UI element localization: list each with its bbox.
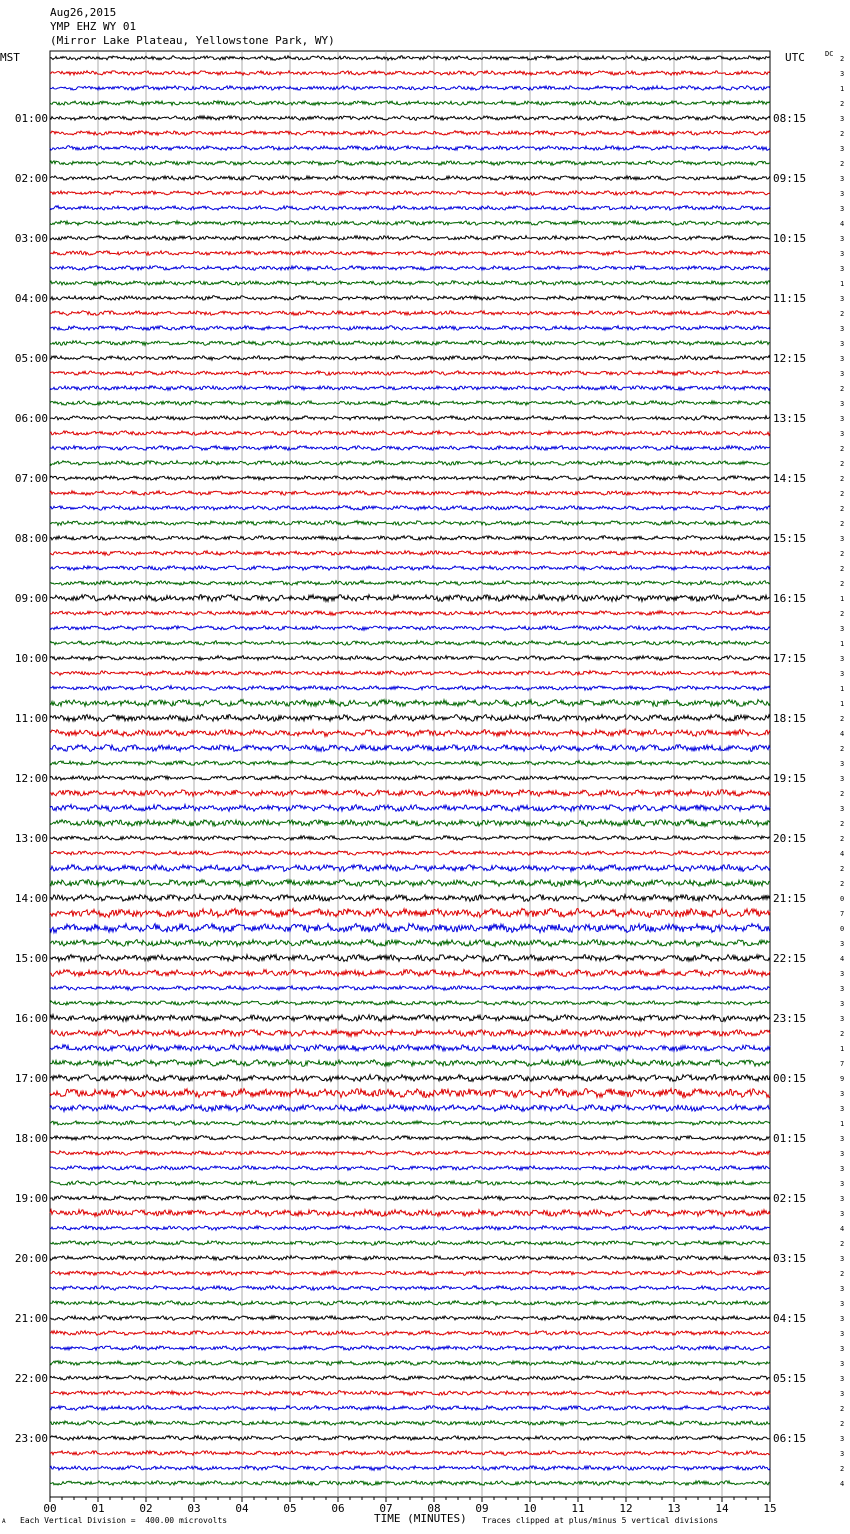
dc-offset-label: 2 — [840, 1405, 845, 1413]
left-hour-label: 10:00 — [14, 652, 48, 665]
dc-offset-label: 3 — [840, 430, 845, 438]
seismic-trace — [50, 206, 770, 210]
seismic-trace — [50, 851, 770, 856]
dc-offset-label: 3 — [840, 625, 845, 633]
seismic-trace — [50, 191, 770, 196]
x-tick-label: 04 — [235, 1502, 249, 1515]
seismic-trace — [50, 1060, 770, 1067]
right-hour-label: 13:15 — [773, 412, 807, 425]
seismic-trace — [50, 1089, 770, 1098]
seismic-trace — [50, 221, 770, 226]
x-tick-label: 07 — [379, 1502, 393, 1515]
left-hour-label: 03:00 — [14, 232, 48, 245]
right-timezone-label: UTC — [785, 51, 805, 64]
dc-offset-label: 3 — [840, 535, 845, 543]
dc-offset-label: 2 — [840, 550, 845, 558]
dc-offset-label: 3 — [840, 265, 845, 273]
seismic-trace — [50, 865, 770, 872]
dc-offset-label: 4 — [840, 220, 845, 228]
dc-offset-label: 3 — [840, 1375, 845, 1383]
seismic-trace — [50, 86, 770, 90]
seismic-trace — [50, 656, 770, 661]
seismic-trace — [50, 476, 770, 481]
seismic-trace — [50, 924, 770, 933]
dc-offset-label: 1 — [840, 280, 845, 288]
dc-offset-label: 3 — [840, 295, 845, 303]
dc-offset-label: 2 — [840, 1465, 845, 1473]
seismic-trace — [50, 715, 770, 722]
dc-offset-label: 3 — [840, 355, 845, 363]
right-hour-label: 08:15 — [773, 112, 807, 125]
seismic-trace — [50, 1466, 770, 1471]
right-hour-label: 05:15 — [773, 1372, 807, 1385]
right-hour-label: 00:15 — [773, 1072, 807, 1085]
dc-offset-label: 2 — [840, 55, 845, 63]
dc-offset-label: 1 — [840, 1045, 845, 1053]
dc-offset-label: 7 — [840, 910, 845, 918]
x-tick-label: 13 — [667, 1502, 681, 1515]
left-hour-label: 23:00 — [14, 1432, 48, 1445]
dc-offset-label: 2 — [840, 610, 845, 618]
x-tick-label: 09 — [475, 1502, 489, 1515]
seismic-trace — [50, 356, 770, 360]
seismic-trace — [50, 730, 770, 737]
location-label: (Mirror Lake Plateau, Yellowstone Park, WY) — [50, 34, 335, 47]
seismic-trace — [50, 880, 770, 887]
scale-text: Each Vertical Division = 400.00 microvolts — [20, 1516, 228, 1525]
dc-offset-label: 3 — [840, 340, 845, 348]
dc-offset-label: 3 — [840, 115, 845, 123]
seismic-trace — [50, 1075, 770, 1082]
dc-offset-label: 4 — [840, 1225, 845, 1233]
dc-offset-label: 3 — [840, 1360, 845, 1368]
dc-offset-label: 4 — [840, 1480, 845, 1488]
seismic-trace — [50, 176, 770, 181]
seismic-trace — [50, 1406, 770, 1411]
dc-offset-label: 1 — [840, 640, 845, 648]
dc-offset-label: 3 — [840, 1165, 845, 1173]
dc-offset-label: 3 — [840, 655, 845, 663]
left-hour-label: 16:00 — [14, 1012, 48, 1025]
left-hour-label: 15:00 — [14, 952, 48, 965]
right-hour-label: 04:15 — [773, 1312, 807, 1325]
dc-offset-label: 3 — [840, 325, 845, 333]
dc-offset-label: 2 — [840, 820, 845, 828]
seismic-trace — [50, 416, 770, 421]
dc-offset-label: 3 — [840, 1000, 845, 1008]
dc-offset-label: 2 — [840, 100, 845, 108]
dc-offset-label: 7 — [840, 1060, 845, 1068]
dc-offset-label: 2 — [840, 520, 845, 528]
seismic-trace — [50, 836, 770, 840]
left-hour-label: 08:00 — [14, 532, 48, 545]
x-tick-label: 15 — [763, 1502, 777, 1515]
seismic-trace — [50, 1316, 770, 1320]
dc-offset-label: 3 — [840, 1180, 845, 1188]
left-hour-label: 22:00 — [14, 1372, 48, 1385]
right-hour-label: 10:15 — [773, 232, 807, 245]
seismic-trace — [50, 1451, 770, 1456]
seismic-trace — [50, 1256, 770, 1261]
dc-offset-label: 3 — [840, 370, 845, 378]
seismic-trace — [50, 671, 770, 675]
seismic-trace — [50, 1481, 770, 1486]
seismic-trace — [50, 1136, 770, 1141]
left-hour-label: 05:00 — [14, 352, 48, 365]
seismic-trace — [50, 1121, 770, 1126]
seismic-trace — [50, 641, 770, 646]
seismic-trace — [50, 1181, 770, 1186]
dc-offset-label: 4 — [840, 955, 845, 963]
dc-offset-label: 3 — [840, 1330, 845, 1338]
dc-offset-label: 3 — [840, 415, 845, 423]
dc-offset-label: 0 — [840, 895, 845, 903]
dc-offset-label: 2 — [840, 880, 845, 888]
dc-offset-label: 1 — [840, 700, 845, 708]
seismic-trace — [50, 1166, 770, 1171]
dc-offset-label: 2 — [840, 715, 845, 723]
right-hour-label: 09:15 — [773, 172, 807, 185]
seismic-trace — [50, 401, 770, 405]
dc-offset-label: 2 — [840, 475, 845, 483]
seismic-trace — [50, 790, 770, 797]
dc-offset-label: 1 — [840, 685, 845, 693]
dc-offset-label: 1 — [840, 595, 845, 603]
seismic-trace — [50, 266, 770, 271]
dc-offset-label: 3 — [840, 250, 845, 258]
dc-offset-label: 3 — [840, 1105, 845, 1113]
dc-offset-label: 3 — [840, 400, 845, 408]
right-hour-label: 20:15 — [773, 832, 807, 845]
x-tick-label: 05 — [283, 1502, 297, 1515]
clip-text: Traces clipped at plus/minus 5 vertical divisions — [482, 1516, 719, 1525]
seismic-trace — [50, 521, 770, 526]
seismic-trace — [50, 491, 770, 496]
right-hour-label: 02:15 — [773, 1192, 807, 1205]
dc-offset-label: 3 — [840, 1300, 845, 1308]
x-tick-label: 10 — [523, 1502, 537, 1515]
seismic-trace — [50, 1391, 770, 1396]
right-hour-label: 18:15 — [773, 712, 807, 725]
left-hour-label: 18:00 — [14, 1132, 48, 1145]
dc-offset-label: 2 — [840, 130, 845, 138]
dc-header-label: DC — [825, 50, 834, 58]
seismic-trace — [50, 820, 770, 827]
station-label: YMP EHZ WY 01 — [50, 20, 137, 33]
seismic-trace — [50, 1226, 770, 1231]
dc-offset-label: 3 — [840, 1135, 845, 1143]
seismic-trace — [50, 1361, 770, 1366]
dc-offset-label: 3 — [840, 1210, 845, 1218]
right-hour-label: 21:15 — [773, 892, 807, 905]
seismic-trace — [50, 311, 770, 316]
right-hour-label: 12:15 — [773, 352, 807, 365]
seismic-trace — [50, 581, 770, 586]
dc-offset-label: 4 — [840, 730, 845, 738]
seismic-trace — [50, 131, 770, 136]
seismic-trace — [50, 161, 770, 166]
dc-offset-label: 3 — [840, 1435, 845, 1443]
x-axis-label: TIME (MINUTES) — [374, 1512, 467, 1525]
seismic-trace — [50, 446, 770, 451]
right-hour-label: 01:15 — [773, 1132, 807, 1145]
seismic-trace — [50, 895, 770, 902]
seismic-trace — [50, 1241, 770, 1246]
seismic-trace — [50, 326, 770, 330]
dc-offset-label: 3 — [840, 175, 845, 183]
left-hour-label: 01:00 — [14, 112, 48, 125]
dc-offset-label: 3 — [840, 235, 845, 243]
right-hour-label: 03:15 — [773, 1252, 807, 1265]
seismic-trace — [50, 71, 770, 75]
dc-offset-label: 3 — [840, 1345, 845, 1353]
seismic-trace — [50, 536, 770, 541]
seismic-trace — [50, 970, 770, 977]
dc-offset-label: 2 — [840, 490, 845, 498]
dc-offset-label: 3 — [840, 1315, 845, 1323]
x-tick-label: 08 — [427, 1502, 441, 1515]
x-tick-label: 02 — [139, 1502, 153, 1515]
corner-mark: A — [2, 1518, 6, 1525]
seismic-trace — [50, 776, 770, 780]
dc-offset-label: 2 — [840, 745, 845, 753]
x-tick-label: 12 — [619, 1502, 633, 1515]
right-hour-label: 06:15 — [773, 1432, 807, 1445]
dc-offset-label: 1 — [840, 85, 845, 93]
seismic-trace — [50, 1001, 770, 1006]
seismic-trace — [50, 611, 770, 616]
seismic-trace — [50, 595, 770, 602]
date-label: Aug26,2015 — [50, 6, 117, 19]
dc-offset-label: 2 — [840, 1270, 845, 1278]
dc-offset-label: 2 — [840, 385, 845, 393]
x-tick-label: 03 — [187, 1502, 201, 1515]
dc-offset-label: 4 — [840, 850, 845, 858]
left-hour-label: 02:00 — [14, 172, 48, 185]
dc-offset-label: 3 — [840, 775, 845, 783]
dc-offset-label: 3 — [840, 970, 845, 978]
dc-offset-label: 3 — [840, 1150, 845, 1158]
seismic-trace — [50, 1105, 770, 1112]
dc-offset-label: 3 — [840, 1285, 845, 1293]
dc-offset-label: 3 — [840, 805, 845, 813]
dc-offset-label: 3 — [840, 145, 845, 153]
seismic-trace — [50, 1436, 770, 1441]
seismic-trace — [50, 761, 770, 766]
dc-offset-label: 2 — [840, 565, 845, 573]
dc-offset-label: 2 — [840, 865, 845, 873]
seismic-trace — [50, 1376, 770, 1381]
dc-offset-label: 3 — [840, 1450, 845, 1458]
dc-offset-label: 2 — [840, 160, 845, 168]
seismic-trace — [50, 296, 770, 301]
left-hour-label: 04:00 — [14, 292, 48, 305]
seismic-trace — [50, 461, 770, 466]
seismic-trace — [50, 908, 770, 917]
left-hour-label: 09:00 — [14, 592, 48, 605]
x-tick-label: 14 — [715, 1502, 729, 1515]
x-tick-label: 01 — [91, 1502, 105, 1515]
left-hour-label: 19:00 — [14, 1192, 48, 1205]
x-tick-label: 06 — [331, 1502, 345, 1515]
dc-offset-label: 3 — [840, 760, 845, 768]
seismic-trace — [50, 1301, 770, 1306]
seismic-trace — [50, 1151, 770, 1155]
seismic-trace — [50, 551, 770, 556]
left-hour-label: 07:00 — [14, 472, 48, 485]
left-hour-label: 21:00 — [14, 1312, 48, 1325]
dc-offset-label: 3 — [840, 1195, 845, 1203]
left-hour-label: 11:00 — [14, 712, 48, 725]
seismic-trace — [50, 986, 770, 990]
dc-offset-label: 3 — [840, 70, 845, 78]
seismic-trace — [50, 431, 770, 436]
dc-offset-label: 2 — [840, 1240, 845, 1248]
dc-offset-label: 1 — [840, 1120, 845, 1128]
seismic-trace — [50, 236, 770, 241]
x-tick-label: 11 — [571, 1502, 585, 1515]
right-hour-label: 15:15 — [773, 532, 807, 545]
seismic-trace — [50, 745, 770, 752]
seismic-trace — [50, 686, 770, 691]
left-hour-label: 06:00 — [14, 412, 48, 425]
dc-offset-label: 3 — [840, 985, 845, 993]
dc-offset-label: 2 — [840, 835, 845, 843]
dc-offset-label: 3 — [840, 1390, 845, 1398]
seismic-trace — [50, 116, 770, 121]
right-hour-label: 16:15 — [773, 592, 807, 605]
dc-offset-label: 3 — [840, 1090, 845, 1098]
dc-offset-label: 2 — [840, 445, 845, 453]
left-hour-label: 13:00 — [14, 832, 48, 845]
dc-offset-label: 2 — [840, 1420, 845, 1428]
x-tick-label: 00 — [43, 1502, 57, 1515]
seismic-trace — [50, 1015, 770, 1022]
dc-offset-label: 2 — [840, 310, 845, 318]
seismic-trace — [50, 1196, 770, 1200]
seismic-trace — [50, 506, 770, 511]
dc-offset-label: 3 — [840, 190, 845, 198]
seismic-trace — [50, 1346, 770, 1351]
seismic-trace — [50, 386, 770, 391]
seismic-trace — [50, 1210, 770, 1217]
dc-offset-label: 2 — [840, 580, 845, 588]
seismic-trace — [50, 251, 770, 256]
right-hour-label: 19:15 — [773, 772, 807, 785]
right-hour-label: 22:15 — [773, 952, 807, 965]
right-hour-label: 23:15 — [773, 1012, 807, 1025]
seismic-trace — [50, 1045, 770, 1052]
seismic-trace — [50, 341, 770, 346]
seismic-trace — [50, 1271, 770, 1276]
right-hour-label: 11:15 — [773, 292, 807, 305]
seismic-trace — [50, 371, 770, 376]
seismic-trace — [50, 1030, 770, 1037]
dc-offset-label: 2 — [840, 790, 845, 798]
seismic-trace — [50, 940, 770, 947]
dc-offset-label: 3 — [840, 940, 845, 948]
dc-offset-label: 3 — [840, 1015, 845, 1023]
seismic-trace — [50, 566, 770, 570]
seismic-trace — [50, 101, 770, 106]
left-hour-label: 20:00 — [14, 1252, 48, 1265]
dc-offset-label: 2 — [840, 1030, 845, 1038]
seismic-trace — [50, 626, 770, 631]
dc-offset-label: 3 — [840, 1255, 845, 1263]
dc-offset-label: 3 — [840, 670, 845, 678]
seismic-trace — [50, 805, 770, 812]
seismic-trace — [50, 955, 770, 962]
seismic-trace — [50, 281, 770, 285]
seismic-trace — [50, 1331, 770, 1336]
left-hour-label: 14:00 — [14, 892, 48, 905]
dc-offset-label: 9 — [840, 1075, 845, 1083]
dc-offset-label: 2 — [840, 460, 845, 468]
dc-offset-label: 3 — [840, 205, 845, 213]
seismic-trace — [50, 146, 770, 151]
right-hour-label: 14:15 — [773, 472, 807, 485]
dc-offset-label: 0 — [840, 925, 845, 933]
dc-offset-label: 2 — [840, 505, 845, 513]
left-hour-label: 17:00 — [14, 1072, 48, 1085]
seismic-trace — [50, 1286, 770, 1291]
left-timezone-label: MST — [0, 51, 20, 64]
seismic-trace — [50, 700, 770, 707]
seismic-trace — [50, 1421, 770, 1426]
left-hour-label: 12:00 — [14, 772, 48, 785]
right-hour-label: 17:15 — [773, 652, 807, 665]
seismic-trace — [50, 56, 770, 61]
